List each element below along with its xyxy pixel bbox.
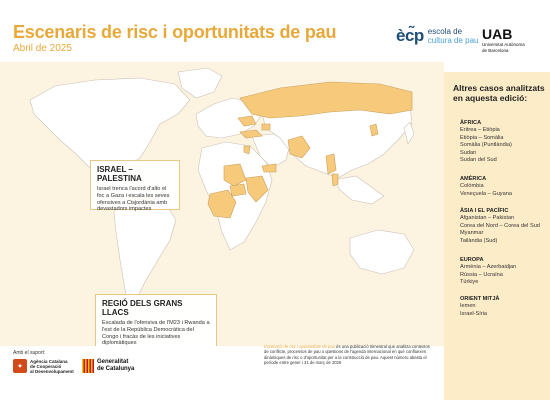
acc-logo-line1: Agència Catalana bbox=[30, 358, 68, 364]
callout-great-lakes-text: Escalada de l'ofensiva de l'M23 i Rwanda a l'est de la República Democràtica del Congo i fracàs de les iniciatives diplomàtiques bbox=[102, 320, 210, 346]
acc-logo-line3: al Desenvolupament bbox=[30, 368, 74, 374]
generalitat-logo-line2: de Catalunya bbox=[97, 366, 135, 372]
uab-logo-line2: de Barcelona bbox=[482, 48, 509, 53]
region-item: Afganistan – Pakistan bbox=[460, 215, 515, 221]
ecp-logo-line2: cultura de pau bbox=[427, 36, 479, 45]
south-sudan-highlight bbox=[230, 184, 246, 196]
callout-israel-palestine bbox=[90, 160, 180, 213]
region-item: Tailàndia (Sud) bbox=[460, 237, 498, 244]
region-item: Armènia – Azerbaidjan bbox=[460, 264, 517, 270]
generalitat-logo bbox=[82, 358, 152, 374]
region-item: Corea del Nord – Corea del Sud bbox=[460, 222, 540, 229]
callout-israel-title: ISRAEL – PALESTINA bbox=[97, 165, 142, 183]
region-title: ORIENT MITJÀ bbox=[460, 296, 500, 302]
publication-footnote bbox=[264, 344, 434, 366]
region-item: Veneçuela – Guyana bbox=[460, 190, 512, 197]
region-america bbox=[460, 176, 550, 198]
russia-highlight bbox=[240, 82, 412, 118]
region-item: Sudan del Sud bbox=[460, 157, 497, 164]
acc-logo-line2: de Cooperació bbox=[30, 363, 62, 369]
sidebar-heading bbox=[453, 83, 545, 103]
sidebar-heading-line1: Altres casos analitzats bbox=[453, 83, 545, 93]
region-item: Rússia – Ucraïna bbox=[460, 271, 503, 278]
southeast-asia-shape bbox=[334, 176, 384, 204]
region-item: Etiòpia – Somàlia bbox=[460, 134, 504, 141]
generalitat-logo-line1: Generalitat bbox=[97, 359, 129, 365]
other-cases-sidebar bbox=[444, 72, 550, 400]
callout-great-lakes-title-2: LLACS bbox=[102, 308, 129, 317]
ecp-logo-mark: èc̃p bbox=[396, 26, 424, 45]
thailand-highlight bbox=[332, 174, 338, 186]
region-asia-pacific bbox=[460, 208, 550, 245]
region-item: Türkiye bbox=[460, 279, 479, 286]
world-map bbox=[0, 62, 444, 346]
region-europe bbox=[460, 257, 550, 287]
footnote-lead: Escenaris de risc i oportunitats de pau bbox=[264, 344, 335, 349]
sidebar-heading-line2: en aquesta edició: bbox=[453, 93, 528, 103]
caucasus-highlight bbox=[262, 124, 270, 130]
header bbox=[0, 0, 550, 62]
myanmar-highlight bbox=[326, 154, 336, 174]
region-item: Colòmbia bbox=[460, 183, 484, 189]
region-title: AMÈRICA bbox=[460, 176, 487, 182]
region-middle-east bbox=[460, 296, 550, 318]
ecp-logo-line1: escola de bbox=[427, 27, 463, 36]
uab-logo-line1: Universitat Autònoma bbox=[482, 42, 525, 47]
callout-great-lakes-title-1: REGIÓ DELS GRANS bbox=[102, 299, 183, 308]
region-title: EUROPA bbox=[460, 257, 484, 263]
region-africa bbox=[460, 120, 550, 165]
acc-logo-icon: ✦ bbox=[13, 359, 27, 373]
acc-logo bbox=[13, 358, 79, 374]
region-item: Eritrea – Etiòpia bbox=[460, 127, 500, 133]
uab-logo bbox=[482, 27, 525, 53]
greenland-shape bbox=[178, 68, 222, 98]
region-item: Iemen bbox=[460, 303, 476, 309]
region-item: Somàlia (Puntlàndia) bbox=[460, 142, 512, 149]
footnote-text: és una publicació trimestral que analitza contextos de conflicte, processos de pau o qüestions de l'agenda internacional en què confluexen dinàmiques de risc o d'oportunitat per a la construcció de pau. Aquest número abasta el període entre gener i 31 de març de 2025 bbox=[264, 344, 430, 366]
region-title: ÀFRICA bbox=[460, 120, 482, 126]
uab-logo-mark: UAB bbox=[482, 26, 513, 42]
support-section bbox=[13, 350, 45, 356]
senyera-icon bbox=[82, 359, 94, 373]
region-item: Israel-Síria bbox=[460, 310, 488, 317]
page-subtitle: Abril de 2025 bbox=[13, 43, 72, 54]
region-item: Sudan bbox=[460, 149, 477, 156]
region-title: ÀSIA I EL PACÍFIC bbox=[460, 208, 509, 214]
callout-israel-text: Israel trenca l'acord d'alto el foc a Gaza i escala les seves ofensives a Cisjordània amb devastadors impactes bbox=[97, 186, 170, 213]
world-map-graphic bbox=[0, 62, 444, 346]
ecp-logo bbox=[396, 27, 479, 45]
australia-shape bbox=[350, 230, 414, 274]
page-title: Escenaris de risc i oportunitats de pau bbox=[13, 22, 337, 42]
support-label: Amb el suport: bbox=[13, 350, 46, 356]
region-item: Myanmar bbox=[460, 230, 484, 237]
callout-great-lakes bbox=[95, 294, 217, 346]
